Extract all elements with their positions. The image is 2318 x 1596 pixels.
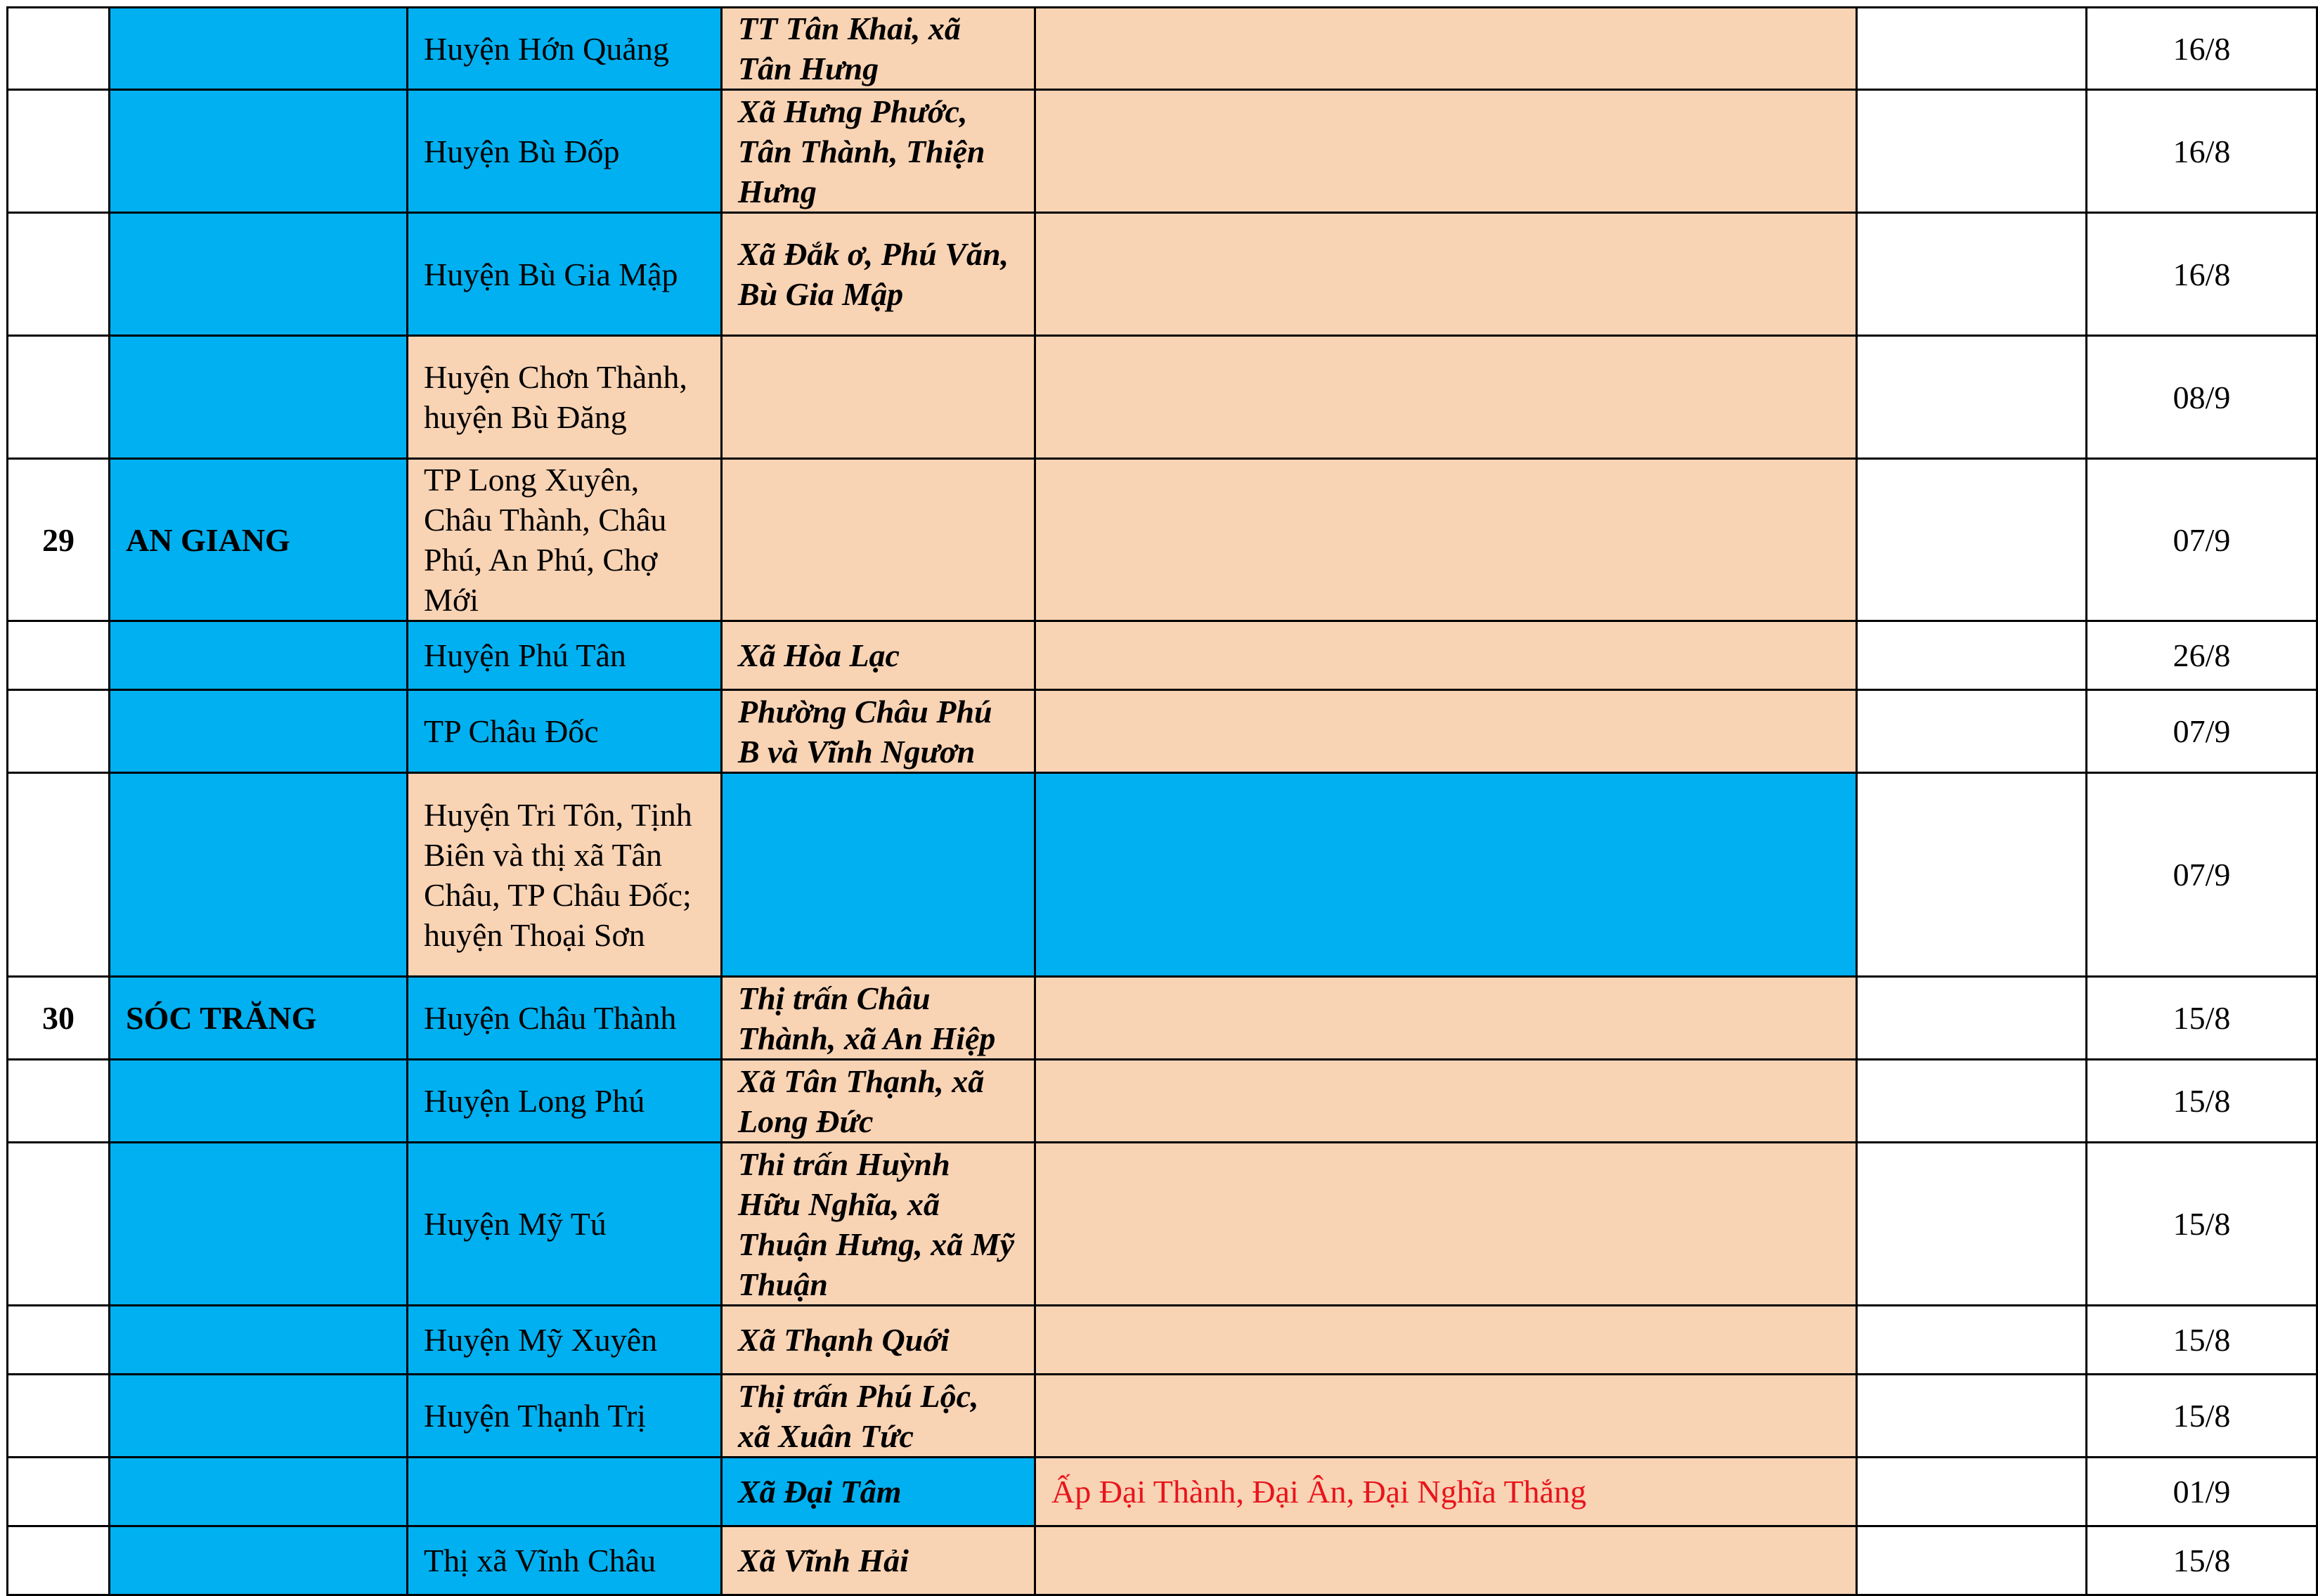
date-cell: 15/8 — [2087, 1060, 2317, 1143]
district-cell: Huyện Mỹ Tú — [408, 1143, 722, 1306]
province-cell — [110, 1375, 408, 1458]
district-cell: Huyện Mỹ Xuyên — [408, 1306, 722, 1375]
ward-cell: Xã Thạnh Quới — [722, 1306, 1035, 1375]
district-cell: Huyện Bù Gia Mập — [408, 213, 722, 336]
note-cell — [1857, 459, 2087, 621]
date-cell: 15/8 — [2087, 1375, 2317, 1458]
note-cell — [1857, 1526, 2087, 1595]
date-cell: 16/8 — [2087, 213, 2317, 336]
ward-cell: Thi trấn Huỳnh Hữu Nghĩa, xã Thuận Hưng, xã Mỹ Thuận — [722, 1143, 1035, 1306]
ward-cell: Thị trấn Phú Lộc, xã Xuân Tức — [722, 1375, 1035, 1458]
area-cell — [1035, 336, 1857, 459]
note-cell — [1857, 213, 2087, 336]
table-row — [8, 1458, 2317, 1526]
note-cell — [1857, 1143, 2087, 1306]
ward-cell: Xã Hòa Lạc — [722, 621, 1035, 690]
note-cell — [1857, 1458, 2087, 1526]
area-cell — [1035, 90, 1857, 213]
district-cell: Huyện Long Phú — [408, 1060, 722, 1143]
note-cell — [1857, 1375, 2087, 1458]
area-cell — [1035, 1375, 1857, 1458]
province-cell — [110, 1458, 408, 1526]
date-cell: 26/8 — [2087, 621, 2317, 690]
date-cell: 01/9 — [2087, 1458, 2317, 1526]
row-number-cell — [8, 1526, 110, 1595]
table-row — [8, 1306, 2317, 1375]
date-cell: 15/8 — [2087, 977, 2317, 1060]
row-number-cell: 29 — [8, 459, 110, 621]
date-cell: 15/8 — [2087, 1143, 2317, 1306]
area-cell — [1035, 459, 1857, 621]
row-number-cell — [8, 1143, 110, 1306]
ward-cell — [722, 773, 1035, 977]
table-row — [8, 336, 2317, 459]
note-cell — [1857, 90, 2087, 213]
note-cell — [1857, 690, 2087, 773]
district-cell: Huyện Hớn Quảng — [408, 8, 722, 90]
row-number-cell — [8, 1060, 110, 1143]
note-cell — [1857, 8, 2087, 90]
province-cell — [110, 621, 408, 690]
ward-cell — [722, 336, 1035, 459]
table-row — [8, 690, 2317, 773]
table-row — [8, 1526, 2317, 1595]
province-cell — [110, 1306, 408, 1375]
date-cell: 16/8 — [2087, 90, 2317, 213]
province-cell: AN GIANG — [110, 459, 408, 621]
lockdown-areas-table — [6, 6, 2318, 1596]
province-cell — [110, 8, 408, 90]
date-cell: 08/9 — [2087, 336, 2317, 459]
area-cell — [1035, 1306, 1857, 1375]
row-number-cell — [8, 213, 110, 336]
note-cell — [1857, 773, 2087, 977]
area-cell — [1035, 1526, 1857, 1595]
district-cell: Huyện Chơn Thành, huyện Bù Đăng — [408, 336, 722, 459]
district-cell: TP Châu Đốc — [408, 690, 722, 773]
ward-cell — [722, 459, 1035, 621]
province-cell: SÓC TRĂNG — [110, 977, 408, 1060]
table-row — [8, 621, 2317, 690]
ward-cell: Xã Tân Thạnh, xã Long Đức — [722, 1060, 1035, 1143]
date-cell: 15/8 — [2087, 1526, 2317, 1595]
province-cell — [110, 690, 408, 773]
ward-cell: Phường Châu Phú B và Vĩnh Ngươn — [722, 690, 1035, 773]
table-row — [8, 213, 2317, 336]
district-cell: Huyện Phú Tân — [408, 621, 722, 690]
note-cell — [1857, 1060, 2087, 1143]
area-cell — [1035, 1060, 1857, 1143]
note-cell — [1857, 1306, 2087, 1375]
area-cell: Ấp Đại Thành, Đại Ân, Đại Nghĩa Thắng — [1035, 1458, 1857, 1526]
area-cell — [1035, 621, 1857, 690]
date-cell: 07/9 — [2087, 459, 2317, 621]
area-cell — [1035, 977, 1857, 1060]
row-number-cell — [8, 1375, 110, 1458]
district-cell: Thị xã Vĩnh Châu — [408, 1526, 722, 1595]
table-row — [8, 977, 2317, 1060]
table-row — [8, 1375, 2317, 1458]
area-cell — [1035, 773, 1857, 977]
table-row — [8, 1060, 2317, 1143]
ward-cell: Xã Vĩnh Hải — [722, 1526, 1035, 1595]
row-number-cell: 30 — [8, 977, 110, 1060]
ward-cell: Xã Hưng Phước, Tân Thành, Thiện Hưng — [722, 90, 1035, 213]
district-cell — [408, 1458, 722, 1526]
date-cell: 16/8 — [2087, 8, 2317, 90]
date-cell: 07/9 — [2087, 690, 2317, 773]
row-number-cell — [8, 773, 110, 977]
row-number-cell — [8, 1458, 110, 1526]
district-cell: TP Long Xuyên, Châu Thành, Châu Phú, An Phú, Chợ Mới — [408, 459, 722, 621]
ward-cell: TT Tân Khai, xã Tân Hưng — [722, 8, 1035, 90]
province-cell — [110, 1060, 408, 1143]
table-body — [8, 8, 2317, 1595]
row-number-cell — [8, 690, 110, 773]
ward-cell: Thị trấn Châu Thành, xã An Hiệp — [722, 977, 1035, 1060]
row-number-cell — [8, 90, 110, 213]
province-cell — [110, 1143, 408, 1306]
row-number-cell — [8, 621, 110, 690]
province-cell — [110, 213, 408, 336]
district-cell: Huyện Châu Thành — [408, 977, 722, 1060]
ward-cell: Xã Đại Tâm — [722, 1458, 1035, 1526]
ward-cell: Xã Đắk ơ, Phú Văn, Bù Gia Mập — [722, 213, 1035, 336]
note-cell — [1857, 336, 2087, 459]
table-row — [8, 773, 2317, 977]
row-number-cell — [8, 336, 110, 459]
province-cell — [110, 773, 408, 977]
note-cell — [1857, 977, 2087, 1060]
note-cell — [1857, 621, 2087, 690]
table-row — [8, 8, 2317, 90]
province-cell — [110, 90, 408, 213]
province-cell — [110, 1526, 408, 1595]
area-cell — [1035, 690, 1857, 773]
district-cell: Huyện Thạnh Trị — [408, 1375, 722, 1458]
date-cell: 15/8 — [2087, 1306, 2317, 1375]
area-cell — [1035, 213, 1857, 336]
row-number-cell — [8, 1306, 110, 1375]
area-cell — [1035, 8, 1857, 90]
province-cell — [110, 336, 408, 459]
district-cell: Huyện Tri Tôn, Tịnh Biên và thị xã Tân Châu, TP Châu Đốc; huyện Thoại Sơn — [408, 773, 722, 977]
table-row — [8, 90, 2317, 213]
table-row — [8, 459, 2317, 621]
area-cell — [1035, 1143, 1857, 1306]
row-number-cell — [8, 8, 110, 90]
district-cell: Huyện Bù Đốp — [408, 90, 722, 213]
table-row — [8, 1143, 2317, 1306]
date-cell: 07/9 — [2087, 773, 2317, 977]
